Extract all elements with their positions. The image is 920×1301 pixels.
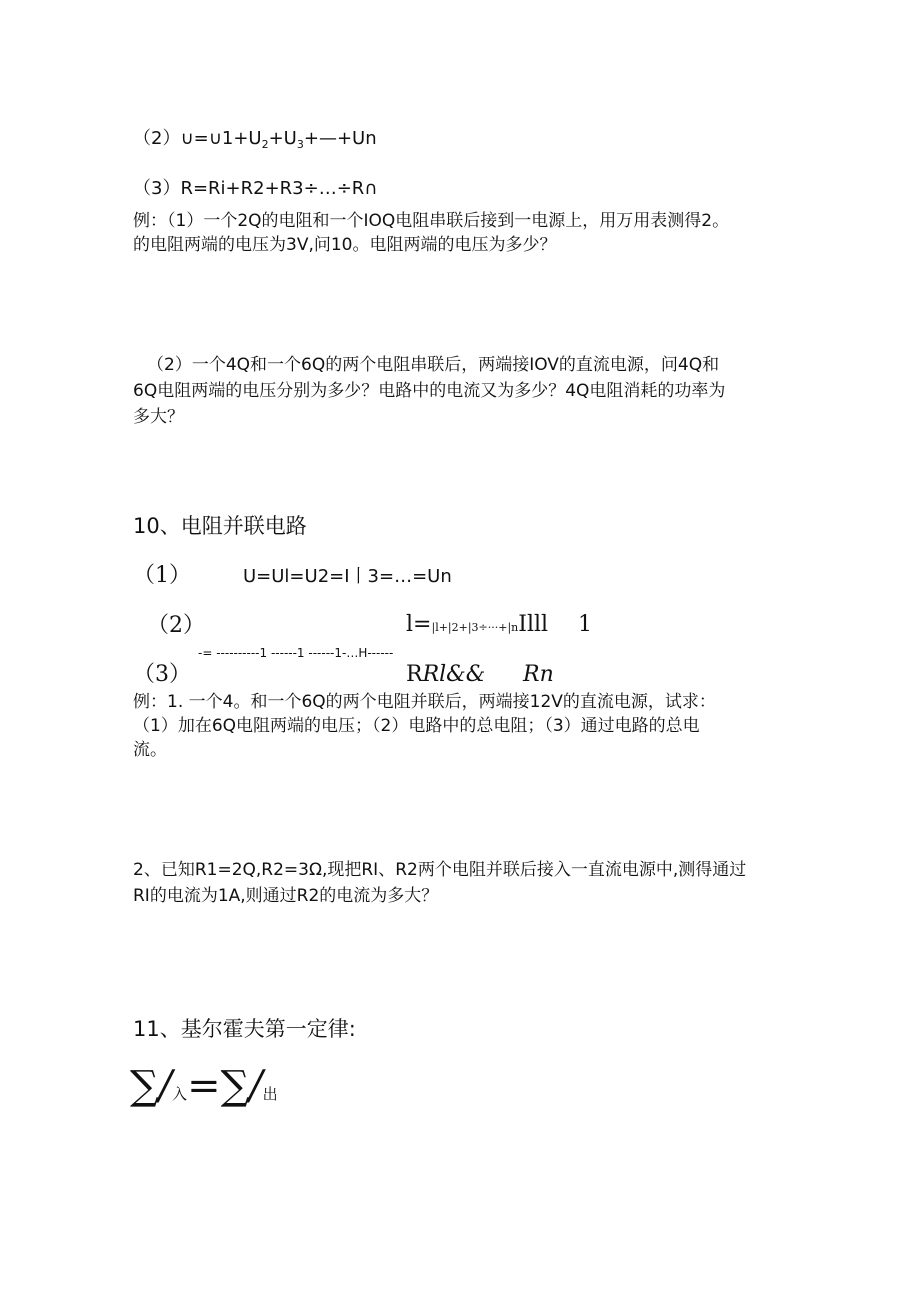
parallel-formula-3: RRl&& [406, 662, 486, 687]
parallel-f2-label: （2） [147, 613, 205, 638]
parallel-formula-2-one: 1 [578, 612, 592, 637]
series-example2-line-3: 多大？ [133, 407, 184, 427]
parallel-example-line-2: （1）加在6Q电阻两端的电压；（2）电路中的总电阻；（3）通过电路的总电 [133, 716, 700, 736]
parallel-heading: 10、电阻并联电路 [133, 514, 307, 538]
series-example2-line-1: （2）一个4Q和一个6Q的两个电阻串联后，两端接IOV的直流电源，问4Q和 [147, 355, 720, 375]
kirchhoff-heading: 11、基尔霍夫第一定律: [133, 1017, 356, 1041]
parallel-f3-label: （3） [133, 662, 191, 687]
series-example-line-1: 例：（1）一个2Q的电阻和一个IOQ电阻串联后接到一电源上，用万用表测得2。 [133, 211, 730, 231]
parallel-formula-1: U=Ul=U2=I丨3=…=Un [243, 566, 452, 587]
series-formula-3: （3）R=Ri+R2+R3÷…÷R∩ [133, 178, 378, 199]
parallel-example2-line-1: 2、已知R1=2Q,R2=3Ω,现把RI、R2两个电阻并联后接入一直流电源中,测得通过 [133, 860, 747, 880]
series-example-line-2: 的电阻两端的电压为3V,问10。电阻两端的电压为多少？ [133, 235, 557, 255]
series-formula-2: $(2)\cup=\cup 1+U_2+U_3+—+Un$ [133, 128, 377, 151]
parallel-example2-line-2: RI的电流为1A,则通过R2的电流为多大？ [133, 886, 439, 906]
parallel-formula-2: l=|l+|2+|3÷···+|nIlll [406, 612, 549, 637]
sigma-symbol: ∑ [130, 1063, 159, 1109]
parallel-example-line-1: 例：1. 一个4。和一个6Q的两个电阻并联后，两端接12V的直流电源，试求： [133, 692, 716, 712]
kirchhoff-formula: ∑/入=∑/出 [130, 1063, 278, 1109]
parallel-formula-3-rn: Rn [523, 662, 554, 687]
parallel-fraction-line: -= ----------1 ------1 ------1-…H------ [198, 646, 394, 660]
parallel-example-line-3: 流。 [133, 740, 167, 760]
series-example2-line-2: 6Q电阻两端的电压分别为多少？电路中的电流又为多少？4Q电阻消耗的功率为 [133, 381, 726, 401]
sigma-symbol: ∑ [220, 1063, 250, 1109]
parallel-f1-label: （1） [133, 563, 191, 588]
